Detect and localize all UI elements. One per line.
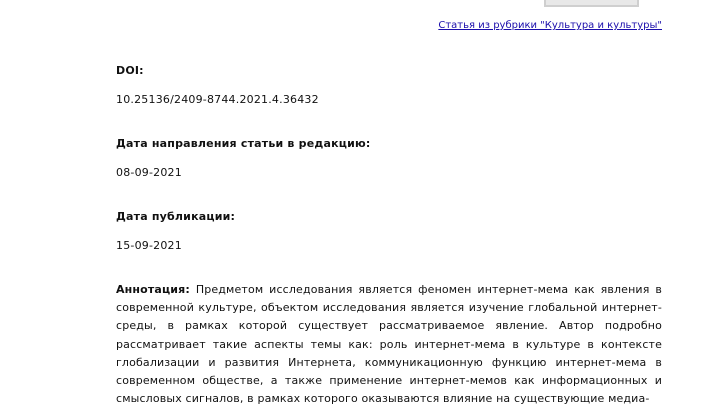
journal-cover-image — [544, 0, 639, 7]
annotation-paragraph — [116, 281, 662, 408]
submitted-value: 08-09-2021 — [116, 166, 182, 179]
doi-section — [116, 64, 662, 106]
annotation-label: Аннотация: — [116, 283, 190, 296]
published-value: 15-09-2021 — [116, 239, 182, 252]
annotation-text: Предметом исследования является феномен интернет-мема как явления в современной культуре, объектом исследования является изучение глобальной интернет-среды, в рамках которой существует рассматриваемое явление. Автор подробно рассматривает такие аспекты темы как: роль интернет-мема в культуре в контексте глобализации и развития Интернета, коммуникационную функцию интернет-мема в современном обществе, а также применение интернет-мемов как информационных и смысловых сигналов, в рамках которого оказываются влияние на существующие медиа- — [116, 283, 662, 406]
published-section — [116, 210, 662, 252]
doi-value: 10.25136/2409-8744.2021.4.36432 — [116, 93, 319, 106]
submitted-section — [116, 137, 662, 179]
rubric-link[interactable]: Статья из рубрики "Культура и культуры" — [438, 20, 662, 31]
published-label: Дата публикации: — [116, 210, 236, 223]
doi-label: DOI: — [116, 64, 144, 77]
submitted-label: Дата направления статьи в редакцию: — [116, 137, 371, 150]
